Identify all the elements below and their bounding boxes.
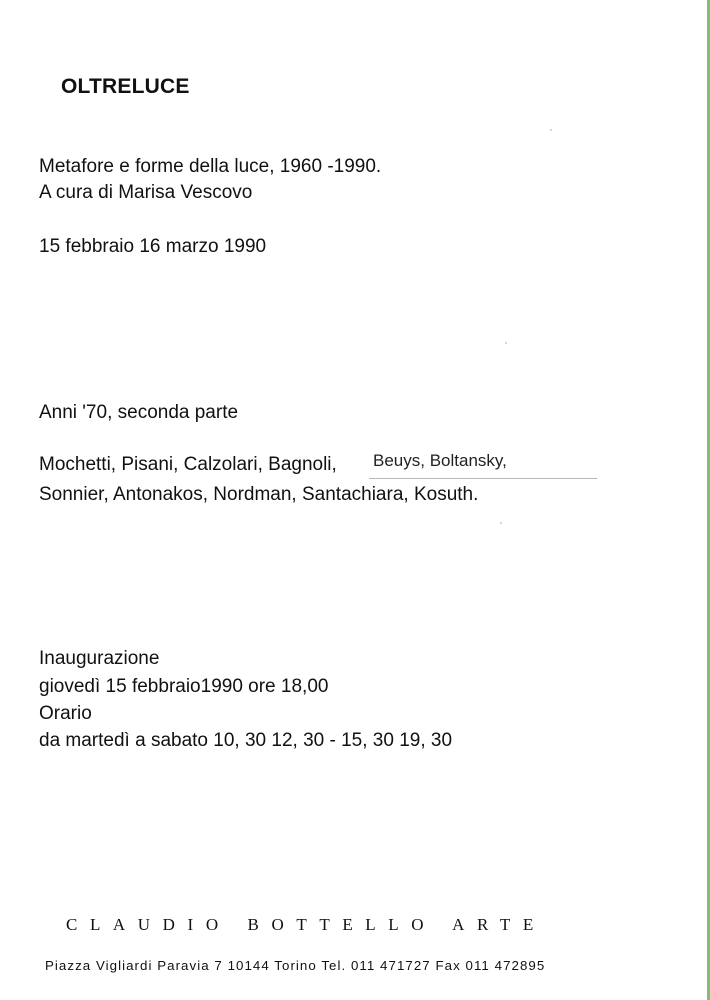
artists-line-2: Sonnier, Antonakos, Nordman, Santachiara, Kosuth. [39,484,479,505]
opening-hours: da martedì a sabato 10, 30 12, 30 - 15, 30 19, 30 [39,730,453,751]
artists-line-1: Mochetti, Pisani, Calzolari, Bagnoli, [39,454,337,475]
opening-label: Inaugurazione [39,648,160,669]
paper-speck [505,342,507,344]
section-heading: Anni '70, seconda parte [39,402,239,423]
opening-datetime: giovedì 15 febbraio1990 ore 18,00 [39,676,329,697]
paper-speck [500,522,502,524]
exhibition-dates: 15 febbraio 16 marzo 1990 [39,236,267,257]
exhibition-title: OLTRELUCE [61,75,190,98]
gallery-address: Piazza Vigliardi Paravia 7 10144 Torino Tel. 011 471727 Fax 011 472895 [45,958,546,973]
pasted-strip-edge [369,478,597,479]
gallery-name: CLAUDIO BOTTELLO ARTE [66,915,546,934]
curator-line: A cura di Marisa Vescovo [39,182,253,203]
paper-speck [550,129,552,131]
artists-added-strip: Beuys, Boltansky, [373,451,507,470]
hours-label: Orario [39,703,92,724]
exhibition-subtitle: Metafore e forme della luce, 1960 -1990. [39,156,382,177]
